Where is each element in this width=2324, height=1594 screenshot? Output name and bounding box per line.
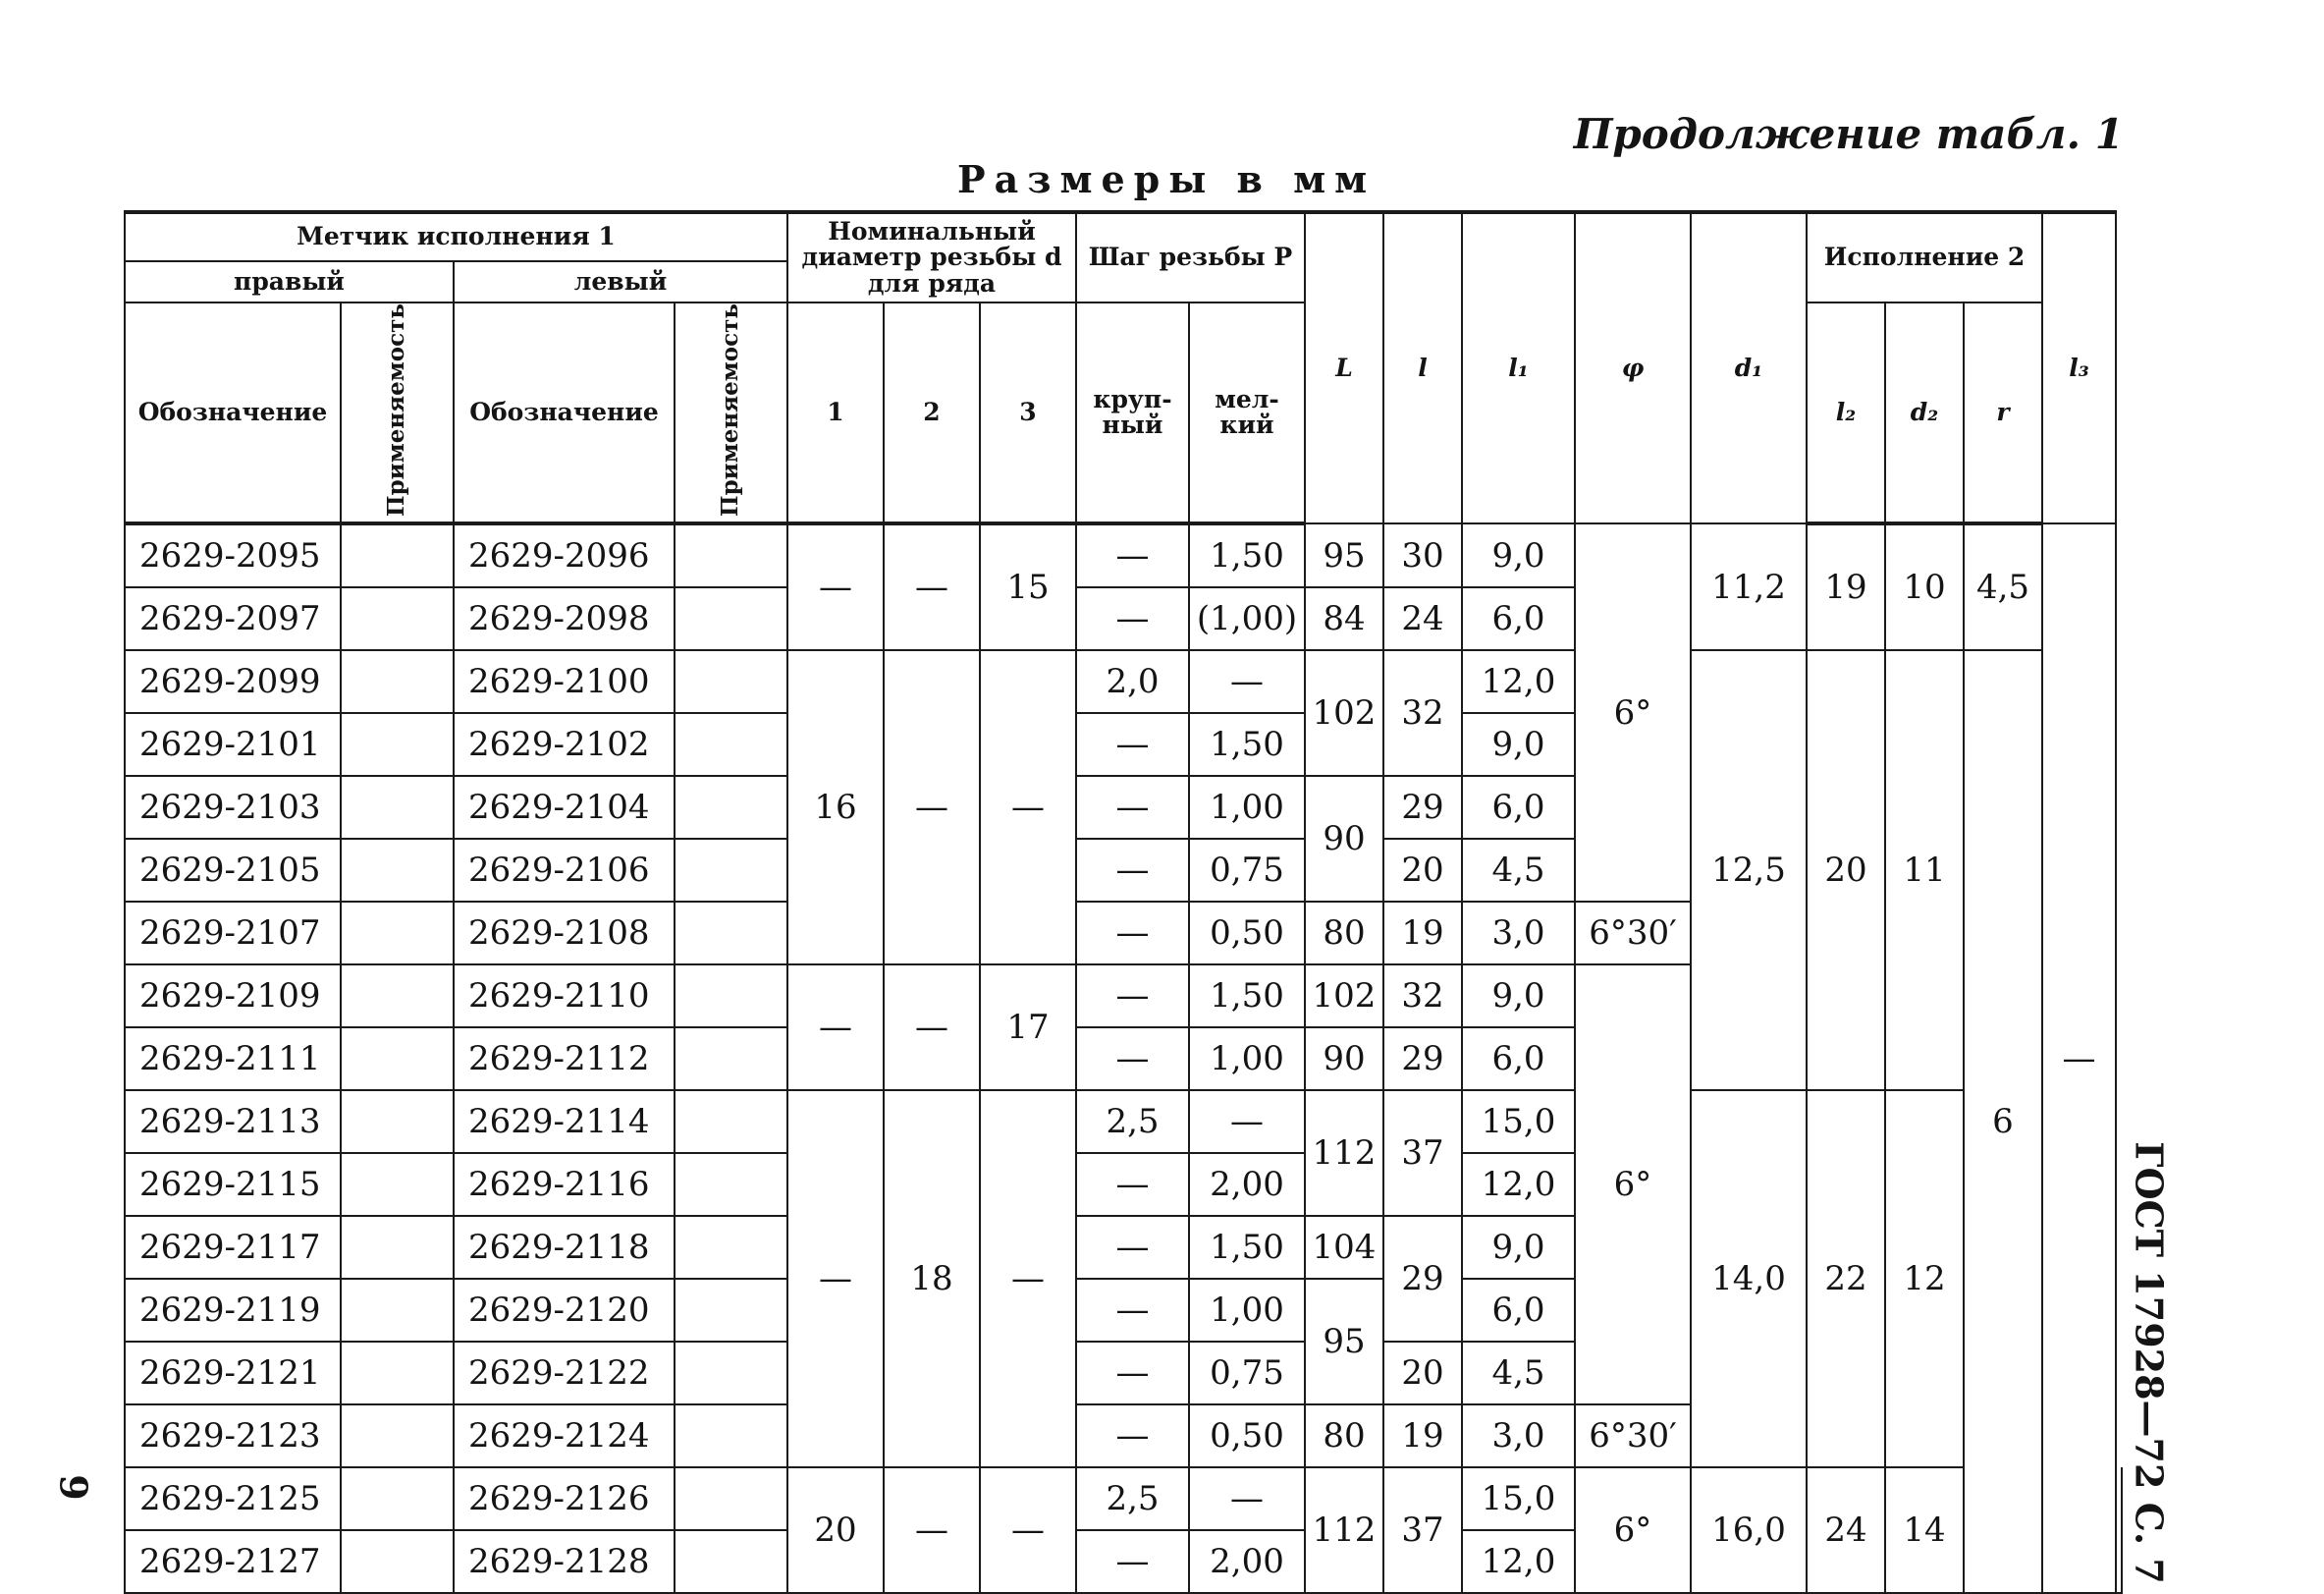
cell-l1: 9,0 [1462, 964, 1575, 1027]
table-row [125, 1467, 2122, 1530]
header-tap-design1: Метчик исполнения 1 [125, 212, 787, 261]
cell-l: 29 [1383, 1216, 1462, 1342]
cell-ar [341, 1342, 454, 1404]
cell-r: 6 [1964, 650, 2042, 1593]
designation-right: 2629-2115 [125, 1153, 341, 1216]
cell-l: 20 [1383, 1342, 1462, 1404]
header-designation-left: Обозначение [454, 302, 675, 523]
designation-left: 2629-2126 [454, 1467, 675, 1530]
cell-d3r: 17 [980, 964, 1076, 1090]
cell-d1r: — [787, 1090, 884, 1467]
cell-l1: 6,0 [1462, 587, 1575, 650]
cell-ar [341, 776, 454, 839]
cell-al [675, 964, 787, 1027]
header-left: левый [454, 261, 787, 302]
cell-ar [341, 839, 454, 902]
cell-fine: 1,50 [1189, 964, 1305, 1027]
designation-left: 2629-2096 [454, 523, 675, 587]
cell-d3r: — [980, 650, 1076, 964]
cell-d1: 11,2 [1691, 523, 1807, 650]
cell-al [675, 776, 787, 839]
cell-l1: 3,0 [1462, 1404, 1575, 1467]
cell-d1r: 16 [787, 650, 884, 964]
cell-d2r: — [884, 1467, 980, 1593]
designation-left: 2629-2108 [454, 902, 675, 964]
cell-l1: 4,5 [1462, 839, 1575, 902]
dimensions-table [124, 210, 2123, 1594]
cell-coarse: 2,5 [1076, 1090, 1189, 1153]
header-l1: l₁ [1462, 212, 1575, 523]
cell-d1: 14,0 [1691, 1090, 1807, 1467]
cell-l: 19 [1383, 902, 1462, 964]
cell-d2r: — [884, 650, 980, 964]
header-phi: φ [1575, 212, 1691, 523]
designation-left: 2629-2118 [454, 1216, 675, 1279]
cell-ar [341, 902, 454, 964]
designation-right: 2629-2105 [125, 839, 341, 902]
cell-l: 19 [1383, 1404, 1462, 1467]
cell-ar [341, 1467, 454, 1530]
cell-fine: 1,50 [1189, 523, 1305, 587]
cell-coarse: — [1076, 713, 1189, 776]
cell-l1: 9,0 [1462, 523, 1575, 587]
cell-coarse: — [1076, 587, 1189, 650]
cell-phi: 6° [1575, 964, 1691, 1404]
designation-left: 2629-2102 [454, 713, 675, 776]
cell-l2: 20 [1807, 650, 1885, 1090]
cell-d2: 14 [1885, 1467, 1964, 1593]
header-right: правый [125, 261, 454, 302]
cell-al [675, 1216, 787, 1279]
cell-phi: 6° [1575, 523, 1691, 902]
cell-d2r: — [884, 964, 980, 1090]
cell-l3: — [2042, 523, 2116, 1593]
cell-coarse: — [1076, 1530, 1189, 1593]
cell-coarse: 2,0 [1076, 650, 1189, 713]
designation-right: 2629-2107 [125, 902, 341, 964]
cell-ar [341, 1404, 454, 1467]
cell-ar [341, 1216, 454, 1279]
cell-al [675, 1342, 787, 1404]
cell-d2r: — [884, 523, 980, 650]
cell-l1: 6,0 [1462, 1279, 1575, 1342]
header-row1: 1 [787, 302, 884, 523]
cell-L: 112 [1305, 1467, 1383, 1593]
page-number: 9 [51, 1474, 96, 1501]
cell-l: 37 [1383, 1090, 1462, 1216]
cell-coarse: — [1076, 1153, 1189, 1216]
continuation-note: Продолжение табл. 1 [1573, 110, 2124, 158]
designation-left: 2629-2116 [454, 1153, 675, 1216]
cell-phi: 6°30′ [1575, 902, 1691, 964]
cell-al [675, 1530, 787, 1593]
cell-L: 84 [1305, 587, 1383, 650]
cell-coarse: — [1076, 1216, 1189, 1279]
table-row [125, 523, 2122, 587]
cell-r: 4,5 [1964, 523, 2042, 650]
header-nominal-diameter: Номинальный диаметр резьбы d для ряда [787, 212, 1076, 302]
cell-L: 80 [1305, 1404, 1383, 1467]
designation-right: 2629-2103 [125, 776, 341, 839]
cell-ar [341, 964, 454, 1027]
cell-l1: 9,0 [1462, 1216, 1575, 1279]
cell-l1: 12,0 [1462, 650, 1575, 713]
cell-l: 32 [1383, 964, 1462, 1027]
cell-d2: 10 [1885, 523, 1964, 650]
designation-right: 2629-2125 [125, 1467, 341, 1530]
cell-coarse: 2,5 [1076, 1467, 1189, 1530]
designation-right: 2629-2095 [125, 523, 341, 587]
designation-left: 2629-2100 [454, 650, 675, 713]
designation-right: 2629-2097 [125, 587, 341, 650]
header-d1: d₁ [1691, 212, 1807, 523]
cell-L: 102 [1305, 650, 1383, 776]
cell-al [675, 1404, 787, 1467]
cell-l1: 15,0 [1462, 1090, 1575, 1153]
designation-left: 2629-2112 [454, 1027, 675, 1090]
header-coarse: круп-ный [1076, 302, 1189, 523]
designation-left: 2629-2106 [454, 839, 675, 902]
cell-fine: — [1189, 1467, 1305, 1530]
header-l3: l₃ [2042, 212, 2116, 523]
header-r: r [1964, 302, 2042, 523]
designation-left: 2629-2124 [454, 1404, 675, 1467]
cell-ar [341, 650, 454, 713]
cell-fine: 2,00 [1189, 1530, 1305, 1593]
cell-fine: 0,50 [1189, 1404, 1305, 1467]
cell-l: 29 [1383, 776, 1462, 839]
cell-d1r: 20 [787, 1467, 884, 1593]
header-applicability-right: Применяемость [341, 302, 454, 523]
cell-coarse: — [1076, 902, 1189, 964]
cell-L: 90 [1305, 1027, 1383, 1090]
cell-d1: 16,0 [1691, 1467, 1807, 1593]
header-L: L [1305, 212, 1383, 523]
units-title: Размеры в мм [957, 157, 1377, 201]
cell-l: 32 [1383, 650, 1462, 776]
cell-ar [341, 713, 454, 776]
cell-d2r: 18 [884, 1090, 980, 1467]
cell-coarse: — [1076, 1404, 1189, 1467]
designation-right: 2629-2123 [125, 1404, 341, 1467]
cell-r [2116, 1467, 2122, 1593]
designation-left: 2629-2098 [454, 587, 675, 650]
cell-phi: 6°30′ [1575, 1404, 1691, 1467]
cell-coarse: — [1076, 1279, 1189, 1342]
cell-ar [341, 1027, 454, 1090]
designation-right: 2629-2121 [125, 1342, 341, 1404]
cell-l1: 15,0 [1462, 1467, 1575, 1530]
cell-d3r: — [980, 1090, 1076, 1467]
cell-coarse: — [1076, 523, 1189, 587]
header-applicability-left: Применяемость [675, 302, 787, 523]
cell-coarse: — [1076, 776, 1189, 839]
designation-right: 2629-2127 [125, 1530, 341, 1593]
cell-coarse: — [1076, 839, 1189, 902]
cell-l1: 3,0 [1462, 902, 1575, 964]
cell-d1: 12,5 [1691, 650, 1807, 1090]
cell-fine: 1,00 [1189, 1027, 1305, 1090]
cell-al [675, 1153, 787, 1216]
designation-left: 2629-2104 [454, 776, 675, 839]
cell-al [675, 523, 787, 587]
cell-L: 112 [1305, 1090, 1383, 1216]
designation-left: 2629-2122 [454, 1342, 675, 1404]
cell-al [675, 839, 787, 902]
cell-l1: 12,0 [1462, 1530, 1575, 1593]
cell-al [675, 1090, 787, 1153]
cell-L: 90 [1305, 776, 1383, 902]
cell-ar [341, 587, 454, 650]
designation-left: 2629-2120 [454, 1279, 675, 1342]
designation-right: 2629-2099 [125, 650, 341, 713]
header-thread-pitch: Шаг резьбы P [1076, 212, 1305, 302]
cell-fine: (1,00) [1189, 587, 1305, 650]
cell-L: 80 [1305, 902, 1383, 964]
header-row3: 3 [980, 302, 1076, 523]
designation-left: 2629-2110 [454, 964, 675, 1027]
cell-phi: 6° [1575, 1467, 1691, 1593]
cell-al [675, 650, 787, 713]
cell-l2: 22 [1807, 1090, 1885, 1467]
cell-fine: 2,00 [1189, 1153, 1305, 1216]
cell-l1: 6,0 [1462, 776, 1575, 839]
cell-l: 20 [1383, 839, 1462, 902]
cell-L: 104 [1305, 1216, 1383, 1279]
cell-l1: 6,0 [1462, 1027, 1575, 1090]
cell-fine: 1,50 [1189, 1216, 1305, 1279]
cell-ar [341, 1153, 454, 1216]
cell-d2: 11 [1885, 650, 1964, 1090]
designation-left: 2629-2128 [454, 1530, 675, 1593]
cell-ar [341, 1279, 454, 1342]
header-d2: d₂ [1885, 302, 1964, 523]
cell-coarse: — [1076, 1342, 1189, 1404]
cell-L: 95 [1305, 1279, 1383, 1404]
cell-fine: 0,50 [1189, 902, 1305, 964]
cell-al [675, 1467, 787, 1530]
cell-l1: 4,5 [1462, 1342, 1575, 1404]
cell-al [675, 902, 787, 964]
gost-label: ГОСТ 17928—72 С. 7 [2127, 1141, 2172, 1584]
cell-d3r: 15 [980, 523, 1076, 650]
cell-l2: 19 [1807, 523, 1885, 650]
header-fine: мел-кий [1189, 302, 1305, 523]
cell-d2: 12 [1885, 1090, 1964, 1467]
cell-fine: 0,75 [1189, 1342, 1305, 1404]
table-row [125, 1090, 2122, 1153]
cell-fine: 1,00 [1189, 776, 1305, 839]
designation-right: 2629-2111 [125, 1027, 341, 1090]
cell-l2: 24 [1807, 1467, 1885, 1593]
cell-l: 24 [1383, 587, 1462, 650]
designation-right: 2629-2117 [125, 1216, 341, 1279]
cell-al [675, 1279, 787, 1342]
cell-l: 29 [1383, 1027, 1462, 1090]
cell-fine: 0,75 [1189, 839, 1305, 902]
cell-al [675, 713, 787, 776]
cell-coarse: — [1076, 1027, 1189, 1090]
cell-l: 37 [1383, 1467, 1462, 1593]
cell-fine: — [1189, 1090, 1305, 1153]
cell-ar [341, 1530, 454, 1593]
cell-fine: 1,00 [1189, 1279, 1305, 1342]
header-l: l [1383, 212, 1462, 523]
designation-right: 2629-2101 [125, 713, 341, 776]
cell-al [675, 587, 787, 650]
cell-ar [341, 1090, 454, 1153]
cell-L: 95 [1305, 523, 1383, 587]
table-row [125, 650, 2122, 713]
cell-ar [341, 523, 454, 587]
cell-d3r: — [980, 1467, 1076, 1593]
cell-l1: 12,0 [1462, 1153, 1575, 1216]
cell-coarse: — [1076, 964, 1189, 1027]
cell-fine: — [1189, 650, 1305, 713]
designation-right: 2629-2119 [125, 1279, 341, 1342]
cell-d1r: — [787, 523, 884, 650]
designation-left: 2629-2114 [454, 1090, 675, 1153]
header-design2: Исполнение 2 [1807, 212, 2042, 302]
header-designation-right: Обозначение [125, 302, 341, 523]
cell-fine: 1,50 [1189, 713, 1305, 776]
cell-al [675, 1027, 787, 1090]
header-l2: l₂ [1807, 302, 1885, 523]
cell-l1: 9,0 [1462, 713, 1575, 776]
header-row2: 2 [884, 302, 980, 523]
cell-L: 102 [1305, 964, 1383, 1027]
cell-d1r: — [787, 964, 884, 1090]
cell-l: 30 [1383, 523, 1462, 587]
designation-right: 2629-2113 [125, 1090, 341, 1153]
designation-right: 2629-2109 [125, 964, 341, 1027]
